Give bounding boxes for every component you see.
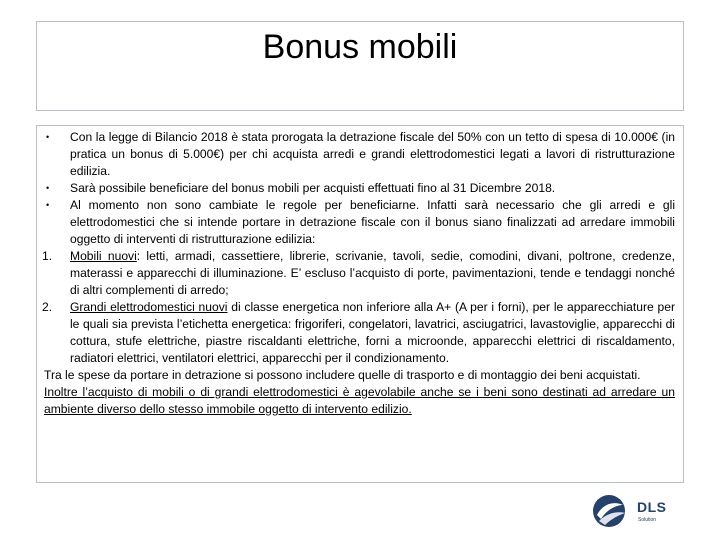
- paragraph: Tra le spese da portare in detrazione si possono includere quelle di trasporto e di montaggio dei beni acquistati.: [44, 368, 641, 382]
- bullet-marker: •: [46, 200, 50, 210]
- bullet-text: Al momento non sono cambiate le regole per beneficiarne. Infatti sarà necessario che gli arredi e gli elettrodomestici che si intende portare in detrazione fiscale con il bonus siano finalizzati ad arredare immobili oggetto di interventi di ristrutturazione edilizia:: [70, 198, 675, 246]
- underlined-paragraph: Inoltre l’acquisto di mobili o di grandi elettrodomestici è agevolabile anche se i beni sono destinati ad arredare un ambiente diverso dello stesso immobile oggetto di intervento edilizio.: [44, 385, 675, 416]
- title-box: [36, 21, 684, 111]
- slide-title: Bonus mobili: [262, 28, 458, 66]
- item-text: : letti, armadi, cassettiere, librerie, scrivanie, tavoli, sedie, comodini, divani, poltrone, credenze, materassi e apparecchi di illuminazione. E’ escluso l’acquisto di porte, pavimentazioni, tende e tendaggi nonché di altri complementi di arredo;: [70, 249, 676, 297]
- item-label: Grandi elettrodomestici nuovi: [70, 300, 228, 314]
- item-number: 2.: [42, 300, 53, 314]
- bullet-marker: •: [46, 183, 50, 193]
- content-box: [36, 125, 684, 483]
- bullet-text: Con la legge di Bilancio 2018 è stata prorogata la detrazione fiscale del 50% con un tetto di spesa di 10.000€ (in pratica un bonus di 5.000€) per chi acquista arredi e grandi elettrodomestici legati a lavori di ristrutturazione edilizia.: [70, 130, 675, 178]
- bullet-item: [44, 197, 675, 248]
- item-number: 1.: [42, 249, 53, 263]
- logo-subtext: Solution: [638, 517, 657, 523]
- dls-logo: [589, 493, 679, 529]
- item-label: Mobili nuovi: [70, 249, 137, 263]
- bullet-item: [44, 180, 675, 197]
- bullet-text: Sarà possibile beneficiare del bonus mobili per acquisti effettuati fino al 31 Dicembre 2018.: [70, 181, 556, 195]
- dls-logo-icon: [589, 493, 633, 529]
- numbered-item: [44, 299, 675, 367]
- bullet-item: [44, 129, 675, 180]
- numbered-item: [44, 248, 675, 299]
- bullet-marker: •: [46, 132, 50, 142]
- item-text: di classe energetica non inferiore alla A+ (A per i forni), per le apparecchiature per le quali sia prevista l’etichetta energetica: frigoriferi, congelatori, lavatrici, asciugatrici, lavastoviglie, apparecchi di cottura, stufe elettriche, piastre riscaldanti elettriche, forni a microonde, apparecchi elettrici di riscaldamento, radiatori elettrici, ventilatori elettrici, apparecchi per il condizionamento.: [70, 300, 675, 365]
- logo-text: DLS: [637, 499, 667, 515]
